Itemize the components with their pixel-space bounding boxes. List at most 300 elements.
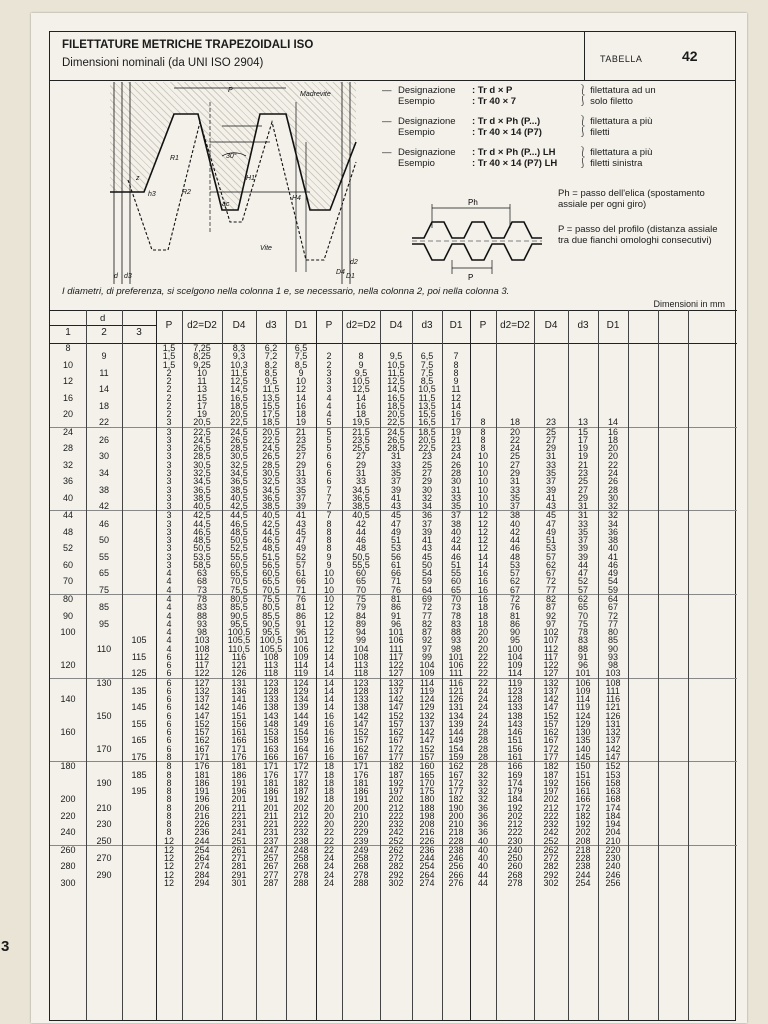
- table-cell: 18: [323, 786, 334, 797]
- table-cell: 87: [545, 602, 556, 613]
- table-cell: 10: [477, 476, 488, 487]
- table-cell: 48,5: [193, 535, 211, 546]
- table-cell: 182: [575, 810, 591, 821]
- table-cell: 122: [388, 660, 404, 671]
- table-cell: 10: [323, 584, 334, 595]
- table-cell: 20: [323, 810, 334, 821]
- table-cell: 88: [577, 643, 588, 654]
- table-cell: 41: [390, 492, 401, 503]
- table-cell: 16: [477, 584, 488, 595]
- table-cell: 90: [607, 643, 618, 654]
- table-cell: 186: [194, 777, 210, 788]
- table-cell: 14: [323, 660, 334, 671]
- table-cell: 37: [509, 501, 520, 512]
- table-cell: 9: [453, 376, 459, 387]
- table-cell: 48,5: [230, 526, 248, 537]
- table-cell: 40: [477, 835, 488, 846]
- table-cell: 95,5: [230, 618, 248, 629]
- table-cell: 192: [507, 802, 523, 813]
- table-cell: 60,5: [230, 559, 248, 570]
- table-cell: 24: [477, 702, 488, 713]
- table-cell: 57: [577, 584, 588, 595]
- table-cell: 216: [194, 810, 210, 821]
- table-cell: 12: [163, 835, 174, 846]
- table-cell: 162: [448, 761, 464, 772]
- table-cell: 202: [293, 802, 309, 813]
- table-cell: 42: [355, 518, 366, 529]
- table-cell: 10: [477, 459, 488, 470]
- table-cell: 14: [323, 651, 334, 662]
- table-cell: 20: [607, 451, 618, 462]
- table-cell: 8: [326, 518, 332, 529]
- table-cell: 6: [326, 476, 332, 487]
- table-cell: 156: [231, 718, 247, 729]
- table-column-rule: [286, 310, 287, 1020]
- table-cell: 67: [607, 602, 618, 613]
- table-cell: 292: [543, 869, 559, 880]
- table-cell: 109: [507, 660, 523, 671]
- table-cell: 70: [450, 593, 461, 604]
- table-cell: 106: [575, 677, 591, 688]
- table-cell: 46,5: [262, 535, 280, 546]
- table-cell: 282: [543, 861, 559, 872]
- table-cell: 2: [166, 367, 172, 378]
- table-cell: 274: [194, 861, 210, 872]
- table-column-rule: [598, 310, 599, 1020]
- table-cell: 12,5: [387, 376, 405, 387]
- table-cell: 64: [421, 584, 432, 595]
- table-cell: 46: [98, 518, 109, 529]
- table-cell: 47: [545, 518, 556, 529]
- legend-key: Esempio: [398, 158, 435, 169]
- table-cell: 3: [166, 434, 172, 445]
- table-cell: 61: [295, 568, 306, 579]
- table-cell: 76: [390, 584, 401, 595]
- table-cell: 39: [421, 526, 432, 537]
- table-cell: 44: [450, 543, 461, 554]
- table-cell: 264: [419, 869, 435, 880]
- table-cell: 204: [605, 827, 621, 838]
- table-cell: 167: [293, 752, 309, 763]
- table-cell: 12: [323, 602, 334, 613]
- table-cell: 1,5: [162, 351, 176, 362]
- table-cell: 32: [477, 786, 488, 797]
- legend-value: : Tr d × Ph (P...): [472, 116, 541, 127]
- table-cell: 39: [545, 484, 556, 495]
- table-cell: 157: [353, 735, 369, 746]
- table-cell: 169: [507, 769, 523, 780]
- table-cell: 276: [448, 878, 464, 888]
- table-cell: 60,5: [262, 568, 280, 579]
- table-cell: 256: [605, 878, 621, 888]
- legend-single-start: [382, 84, 732, 108]
- table-cell: 40: [62, 492, 73, 503]
- table-cell: 254: [575, 878, 591, 888]
- table-cell: 104: [353, 643, 369, 654]
- table-cell: 22: [323, 844, 334, 855]
- table-cell: 105: [131, 635, 147, 646]
- table-cell: 51: [390, 535, 401, 546]
- table-cell: 16,5: [418, 417, 436, 428]
- table-cell: 101: [388, 627, 404, 638]
- table-cell: 40: [477, 861, 488, 872]
- table-cell: 222: [293, 819, 309, 830]
- table-cell: 150: [575, 761, 591, 772]
- table-cell: 40,5: [230, 492, 248, 503]
- table-cell: 62: [509, 576, 520, 587]
- table-cell: 64: [607, 593, 618, 604]
- col-header-d-3: 3: [136, 327, 142, 338]
- table-cell: 12: [477, 510, 488, 521]
- table-cell: 231: [263, 827, 279, 838]
- table-cell: 24: [450, 451, 461, 462]
- table-cell: 36,5: [193, 484, 211, 495]
- table-cell: 258: [353, 853, 369, 864]
- table-cell: 49: [295, 543, 306, 554]
- table-cell: 8,3: [232, 343, 246, 353]
- table-cell: 86: [295, 610, 306, 621]
- table-cell: 147: [419, 735, 435, 746]
- table-cell: 138: [507, 710, 523, 721]
- table-cell: 51,5: [262, 551, 280, 562]
- col-header-block2-4: d3: [421, 320, 433, 331]
- table-cell: 241: [231, 827, 247, 838]
- table-cell: 147: [605, 752, 621, 763]
- table-cell: 132: [605, 727, 621, 738]
- table-cell: 93: [196, 618, 207, 629]
- table-cell: 165: [419, 769, 435, 780]
- table-cell: 24,5: [193, 434, 211, 445]
- table-cell: 3: [326, 367, 332, 378]
- mini-p-label: P: [468, 273, 474, 282]
- table-cell: 7,5: [420, 367, 434, 378]
- table-cell: 58,5: [193, 559, 211, 570]
- legend-dash: —: [382, 85, 392, 96]
- table-cell: 25: [295, 443, 306, 454]
- table-column-rule: [496, 310, 497, 1020]
- table-cell: 278: [353, 869, 369, 880]
- table-cell: 163: [263, 743, 279, 754]
- table-cell: 110: [96, 643, 112, 654]
- table-cell: 5: [326, 417, 332, 428]
- table-cell: 20,5: [418, 434, 436, 445]
- table-cell: 10: [477, 492, 488, 503]
- table-cell: 8: [480, 417, 486, 428]
- table-cell: 294: [194, 878, 210, 888]
- table-cell: 142: [419, 727, 435, 738]
- table-cell: 8: [166, 794, 172, 805]
- table-cell: 127: [388, 668, 404, 679]
- table-cell: 8: [166, 752, 172, 763]
- table-cell: 11,5: [387, 367, 405, 378]
- table-cell: 302: [543, 878, 559, 888]
- table-cell: 33: [295, 476, 306, 487]
- table-cell: 27: [577, 484, 588, 495]
- table-cell: 38,5: [193, 492, 211, 503]
- table-cell: 154: [448, 743, 464, 754]
- table-cell: 180: [419, 794, 435, 805]
- table-cell: 101: [575, 668, 591, 679]
- table-cell: 46: [355, 535, 366, 546]
- table-cell: 111: [389, 643, 403, 654]
- table-cell: 85,5: [262, 610, 280, 621]
- table-cell: 98: [450, 643, 461, 654]
- table-cell: 174: [507, 777, 523, 788]
- table-cell: 172: [293, 761, 309, 772]
- table-cell: 34,5: [230, 467, 248, 478]
- table-cell: 3: [166, 551, 172, 562]
- table-cell: 80,5: [230, 593, 248, 604]
- table-cell: 101: [448, 651, 464, 662]
- table-cell: 182: [388, 761, 404, 772]
- table-cell: 32,5: [262, 476, 280, 487]
- table-cell: 3: [166, 510, 172, 521]
- table-cell: 252: [543, 835, 559, 846]
- table-column-rule: [256, 310, 257, 1020]
- table-cell: 145: [131, 702, 147, 713]
- table-cell: 181: [353, 777, 369, 788]
- table-cell: 40,5: [193, 501, 211, 512]
- table-cell: 34: [421, 501, 432, 512]
- table-cell: 18,5: [387, 400, 405, 411]
- lead-definition: Ph = passo dell'elica (spostamento assiale per ogni giro): [558, 188, 705, 210]
- table-cell: 36: [607, 526, 618, 537]
- table-cell: 48: [62, 526, 73, 537]
- table-cell: 91: [390, 610, 401, 621]
- table-cell: 152: [194, 718, 210, 729]
- table-cell: 10: [62, 359, 73, 370]
- table-cell: 6: [166, 668, 172, 679]
- table-cell: 237: [263, 835, 279, 846]
- table-cell: 21,5: [352, 426, 370, 437]
- table-cell: 29: [295, 459, 306, 470]
- table-cell: 32,5: [193, 467, 211, 478]
- table-cell: 9: [101, 351, 107, 362]
- table-cell: 8: [453, 359, 459, 370]
- table-cell: 35: [295, 484, 306, 495]
- table-cell: 268: [507, 869, 523, 880]
- table-cell: 5: [326, 434, 332, 445]
- table-cell: 35: [545, 467, 556, 478]
- table-cell: 108: [353, 651, 369, 662]
- table-cell: 8,5: [264, 367, 278, 378]
- table-cell: 171: [231, 743, 247, 754]
- table-cell: 22: [323, 827, 334, 838]
- table-cell: 42: [509, 526, 520, 537]
- table-cell: 30: [450, 476, 461, 487]
- table-cell: 16,5: [387, 392, 405, 403]
- legend-description: ⎰ filetti sinistra: [578, 158, 643, 169]
- table-cell: 242: [543, 827, 559, 838]
- table-cell: 136: [231, 685, 247, 696]
- table-cell: 28: [62, 443, 73, 454]
- table-cell: 232: [293, 827, 309, 838]
- table-cell: 222: [388, 810, 404, 821]
- table-cell: 124: [293, 677, 309, 688]
- table-cell: 166: [575, 794, 591, 805]
- table-cell: 6: [326, 459, 332, 470]
- table-cell: 142: [194, 702, 210, 713]
- table-cell: 137: [419, 718, 435, 729]
- table-cell: 91: [577, 651, 588, 662]
- table-frame: [49, 31, 736, 1021]
- table-cell: 261: [231, 844, 247, 855]
- table-cell: 129: [575, 718, 591, 729]
- col-header-block2-1: P: [325, 320, 333, 331]
- table-cell: 232: [543, 819, 559, 830]
- mini-ph-label: Ph: [468, 198, 478, 207]
- table-cell: 22: [477, 651, 488, 662]
- table-cell: 166: [507, 761, 523, 772]
- table-cell: 226: [419, 835, 435, 846]
- table-cell: 44: [509, 535, 520, 546]
- table-cell: 105,5: [227, 635, 251, 646]
- table-cell: 140: [575, 743, 591, 754]
- table-column-rule: [156, 310, 157, 1020]
- table-cell: 10: [196, 367, 207, 378]
- table-cell: 153: [263, 727, 279, 738]
- table-cell: 49: [607, 568, 618, 579]
- page-margin-number: 3: [1, 938, 10, 955]
- table-cell: 44,5: [262, 526, 280, 537]
- table-cell: 12: [163, 844, 174, 855]
- table-cell: 135: [131, 685, 147, 696]
- table-cell: 150: [96, 710, 112, 721]
- table-cell: 86: [509, 618, 520, 629]
- table-cell: 8,25: [193, 351, 211, 362]
- table-cell: 12: [323, 610, 334, 621]
- table-cell: 230: [507, 835, 523, 846]
- table-cell: 126: [605, 710, 621, 721]
- table-cell: 24,5: [387, 426, 405, 437]
- table-cell: 30,5: [193, 459, 211, 470]
- table-cell: 24: [477, 685, 488, 696]
- table-cell: 18: [607, 434, 618, 445]
- table-cell: 35: [390, 467, 401, 478]
- table-cell: 85: [98, 602, 109, 613]
- table-cell: 28: [477, 743, 488, 754]
- table-cell: 55,5: [352, 559, 370, 570]
- lead-pitch-diagram: [412, 194, 542, 282]
- table-cell: 18: [355, 409, 366, 420]
- table-cell: 144: [448, 727, 464, 738]
- table-cell: 29: [355, 459, 366, 470]
- table-cell: 172: [448, 777, 464, 788]
- table-cell: 16: [323, 710, 334, 721]
- table-cell: 301: [231, 878, 247, 888]
- table-cell: 158: [605, 777, 621, 788]
- table-cell: 128: [353, 685, 369, 696]
- table-cell: 6: [166, 677, 172, 688]
- table-cell: 14,5: [387, 384, 405, 395]
- table-cell: 114: [575, 694, 591, 705]
- table-cell: 47: [390, 518, 401, 529]
- table-cell: 250: [96, 835, 112, 846]
- table-cell: 20: [607, 443, 618, 454]
- table-cell: 278: [507, 878, 523, 888]
- table-cell: 9,25: [193, 359, 211, 370]
- table-cell: 15,5: [418, 409, 436, 420]
- table-cell: 5: [326, 426, 332, 437]
- table-cell: 124: [575, 710, 591, 721]
- table-cell: 96: [295, 627, 306, 638]
- table-cell: 24: [607, 467, 618, 478]
- table-cell: 4: [166, 593, 172, 604]
- table-cell: 90: [509, 627, 520, 638]
- table-cell: 6,5: [294, 343, 308, 353]
- table-cell: 216: [419, 827, 435, 838]
- table-cell: 45: [545, 510, 556, 521]
- table-cell: 3: [166, 518, 172, 529]
- table-cell: 220: [605, 844, 621, 855]
- table-row: [50, 879, 737, 887]
- table-cell: 53: [545, 543, 556, 554]
- table-cell: 222: [543, 810, 559, 821]
- table-cell: 142: [388, 694, 404, 705]
- table-cell: 244: [419, 853, 435, 864]
- table-cell: 4: [166, 576, 172, 587]
- table-cell: 78: [450, 610, 461, 621]
- table-cell: 138: [263, 702, 279, 713]
- table-cell: 131: [448, 702, 464, 713]
- table-cell: 103: [194, 635, 210, 646]
- table-cell: 42: [98, 501, 109, 512]
- table-cell: 36: [62, 476, 73, 487]
- table-cell: 6: [166, 718, 172, 729]
- table-cell: 151: [231, 710, 247, 721]
- table-column-rule: [470, 310, 471, 1020]
- table-column-rule: [122, 310, 123, 1020]
- table-cell: 278: [293, 869, 309, 880]
- table-cell: 12: [323, 627, 334, 638]
- table-cell: 24,5: [262, 443, 280, 454]
- table-cell: 247: [263, 844, 279, 855]
- table-cell: 43: [545, 501, 556, 512]
- table-cell: 16: [477, 576, 488, 587]
- table-cell: 70: [62, 576, 73, 587]
- table-cell: 153: [605, 769, 621, 780]
- table-cell: 231: [231, 819, 247, 830]
- table-cell: 6: [166, 743, 172, 754]
- table-cell: 27: [545, 434, 556, 445]
- table-cell: 146: [231, 702, 247, 713]
- table-cell: 33: [509, 484, 520, 495]
- svg-text:Madrevite: Madrevite: [300, 91, 331, 98]
- table-cell: 210: [96, 802, 112, 813]
- table-cell: 28: [477, 735, 488, 746]
- table-cell: 291: [231, 869, 247, 880]
- table-cell: 7,5: [294, 351, 308, 362]
- table-column-rule: [568, 310, 569, 1020]
- table-cell: 10: [477, 484, 488, 495]
- table-cell: 22,5: [387, 417, 405, 428]
- table-cell: 172: [575, 802, 591, 813]
- table-cell: 8: [65, 343, 71, 353]
- table-cell: 10: [323, 568, 334, 579]
- table-cell: 3: [326, 376, 332, 387]
- table-cell: 10: [477, 451, 488, 462]
- col-header-block2-3: D4: [389, 320, 403, 331]
- table-cell: 14: [323, 685, 334, 696]
- table-cell: 120: [60, 660, 76, 671]
- table-cell: 41: [421, 535, 432, 546]
- table-cell: 3: [166, 526, 172, 537]
- table-cell: 117: [543, 651, 559, 662]
- table-cell: 91: [295, 618, 306, 629]
- table-cell: 31: [450, 484, 461, 495]
- table-cell: 32: [477, 794, 488, 805]
- table-cell: 288: [293, 878, 309, 888]
